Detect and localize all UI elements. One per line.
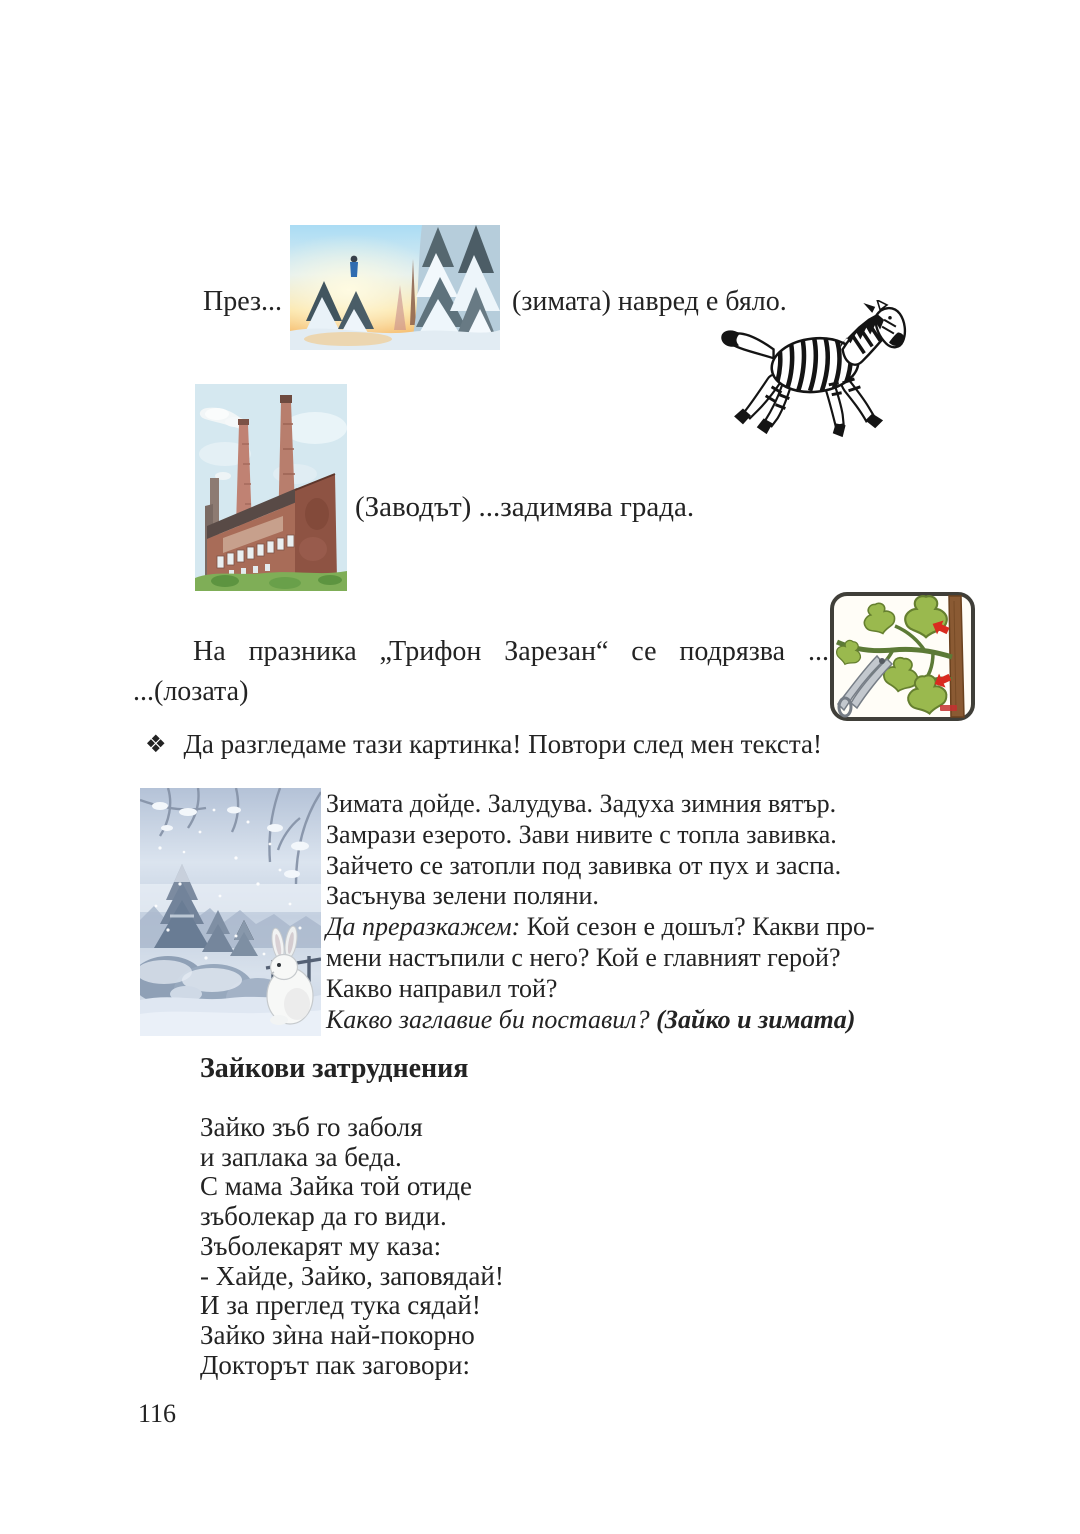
poem-title: Зайкови затруднения: [200, 1053, 469, 1084]
poem-line: С мама Зайка той отиде: [200, 1171, 472, 1202]
winter-sunset-photo: [290, 225, 500, 350]
poem-line: зъболекар да го види.: [200, 1201, 447, 1232]
factory-sentence: (Заводът) ...задимява града.: [355, 491, 695, 523]
poem-line: Зайко зъб го заболя: [200, 1112, 423, 1142]
winter-sentence-suffix: (зимата) навред е бяло.: [512, 286, 787, 317]
story-line: Замрази езерото. Зави нивите с топла завивка.: [326, 819, 837, 849]
poem-line: Докторът пак заговори:: [200, 1349, 470, 1380]
story-line: мени настъпили с него? Кой е главният герой?: [326, 942, 841, 972]
title-question: Какво заглавие би поставил?: [326, 1004, 657, 1034]
story-line: [326, 912, 956, 943]
vine-paragraph: [133, 632, 829, 712]
story-block: [326, 789, 956, 1035]
factory-illustration: [195, 384, 347, 591]
story-line: Какво направил той?: [326, 973, 558, 1003]
vine-sentence-line1: На празника „Трифон Зарезан“ се подрязва ...: [193, 636, 829, 667]
instruction-text: Да разгледаме тази картинка! Повтори след мен текста!: [183, 729, 822, 759]
poem: [200, 1113, 504, 1380]
zebra-illustration: [716, 300, 914, 448]
poem-line: Зайко зѝна най-покорно: [200, 1319, 475, 1350]
poem-line: Зъболекарят му каза:: [200, 1230, 442, 1261]
diamond-bullet-icon: ❖: [145, 730, 167, 758]
vine-pruning-illustration: [829, 591, 976, 722]
story-line: Зайчето се затопли под завивка от пух и заспа.: [326, 850, 842, 880]
poem-line: И за преглед тука сядай!: [200, 1290, 481, 1321]
retell-question: Кой сезон е дошъл? Какви про-: [520, 912, 875, 942]
title-answer: (Зайко и зимата): [656, 1004, 856, 1034]
retell-label: Да преразкажем:: [326, 912, 521, 942]
rabbit-winter-photo: [140, 788, 321, 1036]
teacher-instruction: [145, 729, 822, 760]
winter-sentence-prefix: През...: [203, 286, 283, 317]
poem-line: и заплака за беда.: [200, 1141, 402, 1172]
story-line: Зимата дойде. Залудува. Задуха зимния вятър.: [326, 789, 837, 818]
story-line: [326, 1005, 956, 1036]
story-line: Засънува зелени поляни.: [326, 881, 599, 911]
poem-line: - Хайде, Зайко, заповядай!: [200, 1260, 504, 1291]
page-number: 116: [138, 1399, 177, 1428]
vine-sentence-line2: ...(лозата): [133, 676, 249, 707]
